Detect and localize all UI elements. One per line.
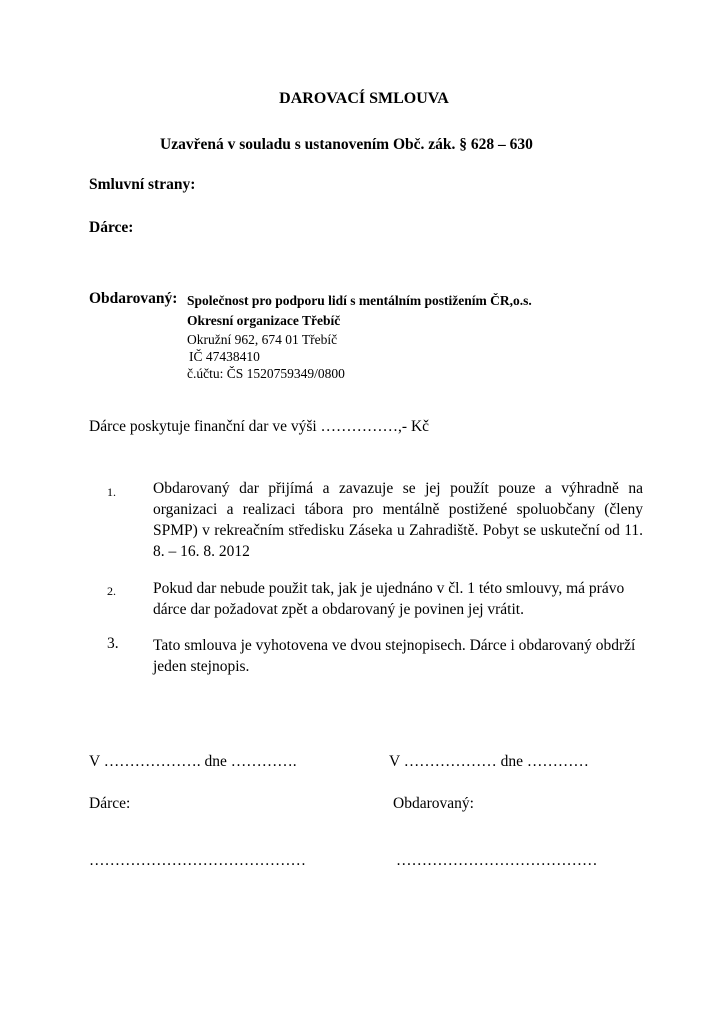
signature-place-left: V ………………. dne ………….	[89, 753, 297, 770]
item-text: Obdarovaný dar přijímá a zavazuje se jej použít pouze a výhradně na organizaci a realizaci tábora pro mentálně postižené spoluobčany (členy SPMP) v rekreačním středisku Záseka u Zahradiště. Pobyt se uskuteční od 11. 8. – 16. 8. 2012	[153, 480, 643, 560]
signature-line-right: …………………………………	[396, 852, 598, 869]
document-title: DAROVACÍ SMLOUVA	[279, 90, 449, 107]
signature-place-right: V ……………… dne …………	[389, 753, 589, 770]
item-text: Pokud dar nebude použit tak, jak je ujednáno v čl. 1 této smlouvy, má právo dárce dar požadovat zpět a obdarovaný je povinen jej vrátit.	[153, 580, 625, 618]
item-text: Tato smlouva je vyhotovena ve dvou stejnopisech. Dárce i obdarovaný obdrží jeden stejnopis.	[153, 637, 636, 675]
recipient-branch: Okresní organizace Třebíč	[187, 313, 341, 328]
document-subtitle: Uzavřená v souladu s ustanovením Obč. zák. § 628 – 630	[160, 136, 533, 153]
item-number: 3.	[107, 635, 119, 652]
signature-label-right: Obdarovaný:	[393, 795, 474, 812]
donor-label: Dárce:	[89, 219, 134, 236]
signature-label-left: Dárce:	[89, 795, 131, 812]
signature-line-left: ……………………………………	[89, 852, 306, 869]
recipient-account: č.účtu: ČS 1520759349/0800	[187, 366, 345, 381]
recipient-address: Okružní 962, 674 01 Třebíč	[187, 332, 338, 347]
recipient-label: Obdarovaný:	[89, 290, 178, 307]
item-number: 2.	[107, 584, 116, 598]
gift-statement: Dárce poskytuje finanční dar ve výši ……………,- Kč	[89, 418, 430, 435]
recipient-org-name: Společnost pro podporu lidí s mentálním postižením ČR,o.s.	[187, 293, 532, 308]
recipient-ic: IČ 47438410	[189, 349, 260, 364]
item-number: 1.	[107, 485, 116, 499]
parties-label: Smluvní strany:	[89, 176, 196, 193]
